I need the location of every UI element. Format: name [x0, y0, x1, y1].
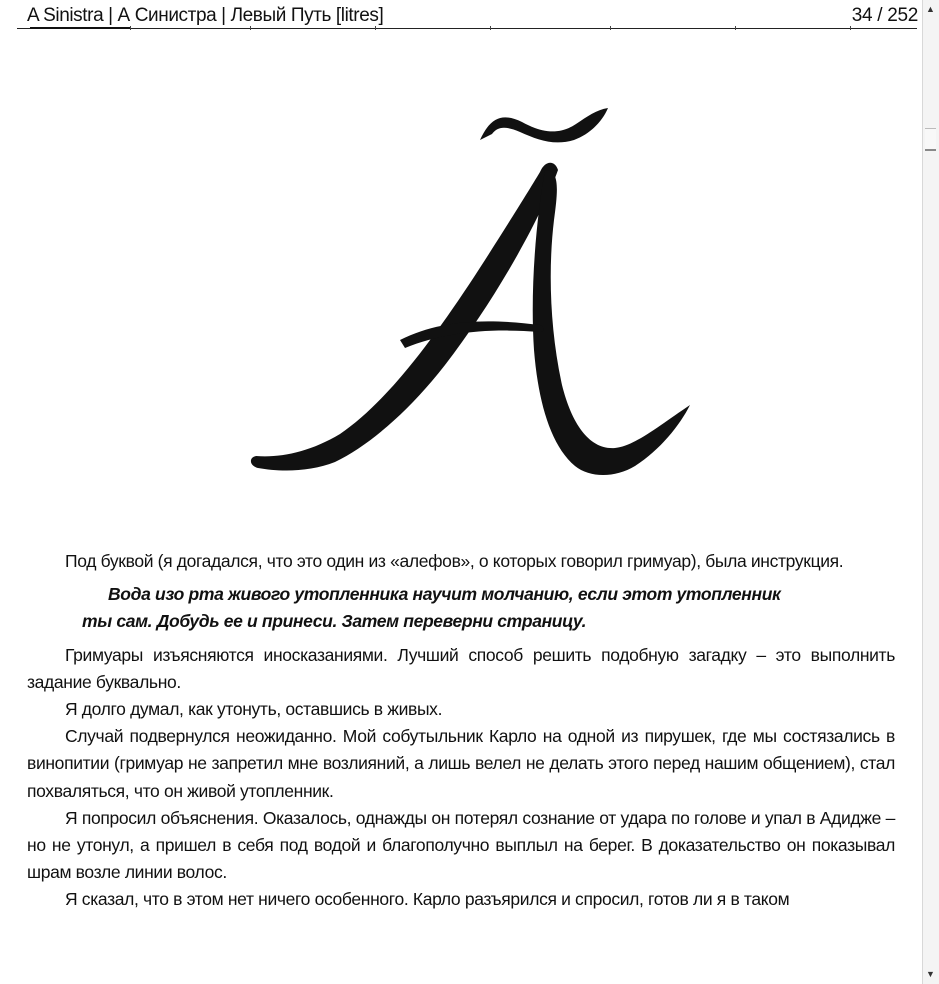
- page-header: [0, 0, 922, 30]
- scroll-thumb[interactable]: [925, 128, 936, 151]
- paragraph: Я долго думал, как утонуть, оставшись в живых.: [65, 699, 443, 720]
- page-indicator: 34 / 252: [851, 5, 918, 26]
- header-rule-accent: [30, 27, 130, 29]
- scroll-up-icon[interactable]: ▲: [926, 4, 935, 14]
- decorative-letter-a-tilde-icon: [240, 100, 710, 485]
- scroll-down-icon[interactable]: ▼: [926, 969, 935, 979]
- paragraph: Гримуары изъясняются иносказаниями. Лучший способ решить подобную загадку – это выполнить задание буквально.: [27, 644, 895, 692]
- paragraph: Случай подвернулся неожиданно. Мой собутыльник Карло на одной из пирушек, где мы состязались в винопитии (гримуар не запретил мне возлияний, а лишь велел не делать этого перед нашим общением), стал похваляться, что он живой утопленник.: [27, 726, 895, 801]
- quote-line: ты сам. Добудь ее и принеси. Затем переверни страницу.: [82, 611, 587, 632]
- paragraph: Под буквой (я догадался, что это один из «алефов», о которых говорил гримуар), была инструкция.: [65, 551, 844, 571]
- paragraph: Я попросил объяснения. Оказалось, однажды он потерял сознание от удара по голове и упал в Адидже – но не утонул, а пришел в себя под водой и благополучно выплыл на берег. В доказательство он показывал шрам возле линии волос.: [27, 807, 895, 883]
- book-title: A Sinistra | А Синистра | Левый Путь [litres]: [27, 5, 384, 26]
- quote-line: Вода изо рта живого утопленника научит молчанию, если этот утопленник: [108, 584, 781, 605]
- instruction-quote: [27, 581, 895, 635]
- paragraph: Я сказал, что в этом нет ничего особенного. Карло разъярился и спросил, готов ли я в таком: [65, 889, 790, 910]
- header-rule: [17, 28, 917, 29]
- page-body: [27, 548, 895, 914]
